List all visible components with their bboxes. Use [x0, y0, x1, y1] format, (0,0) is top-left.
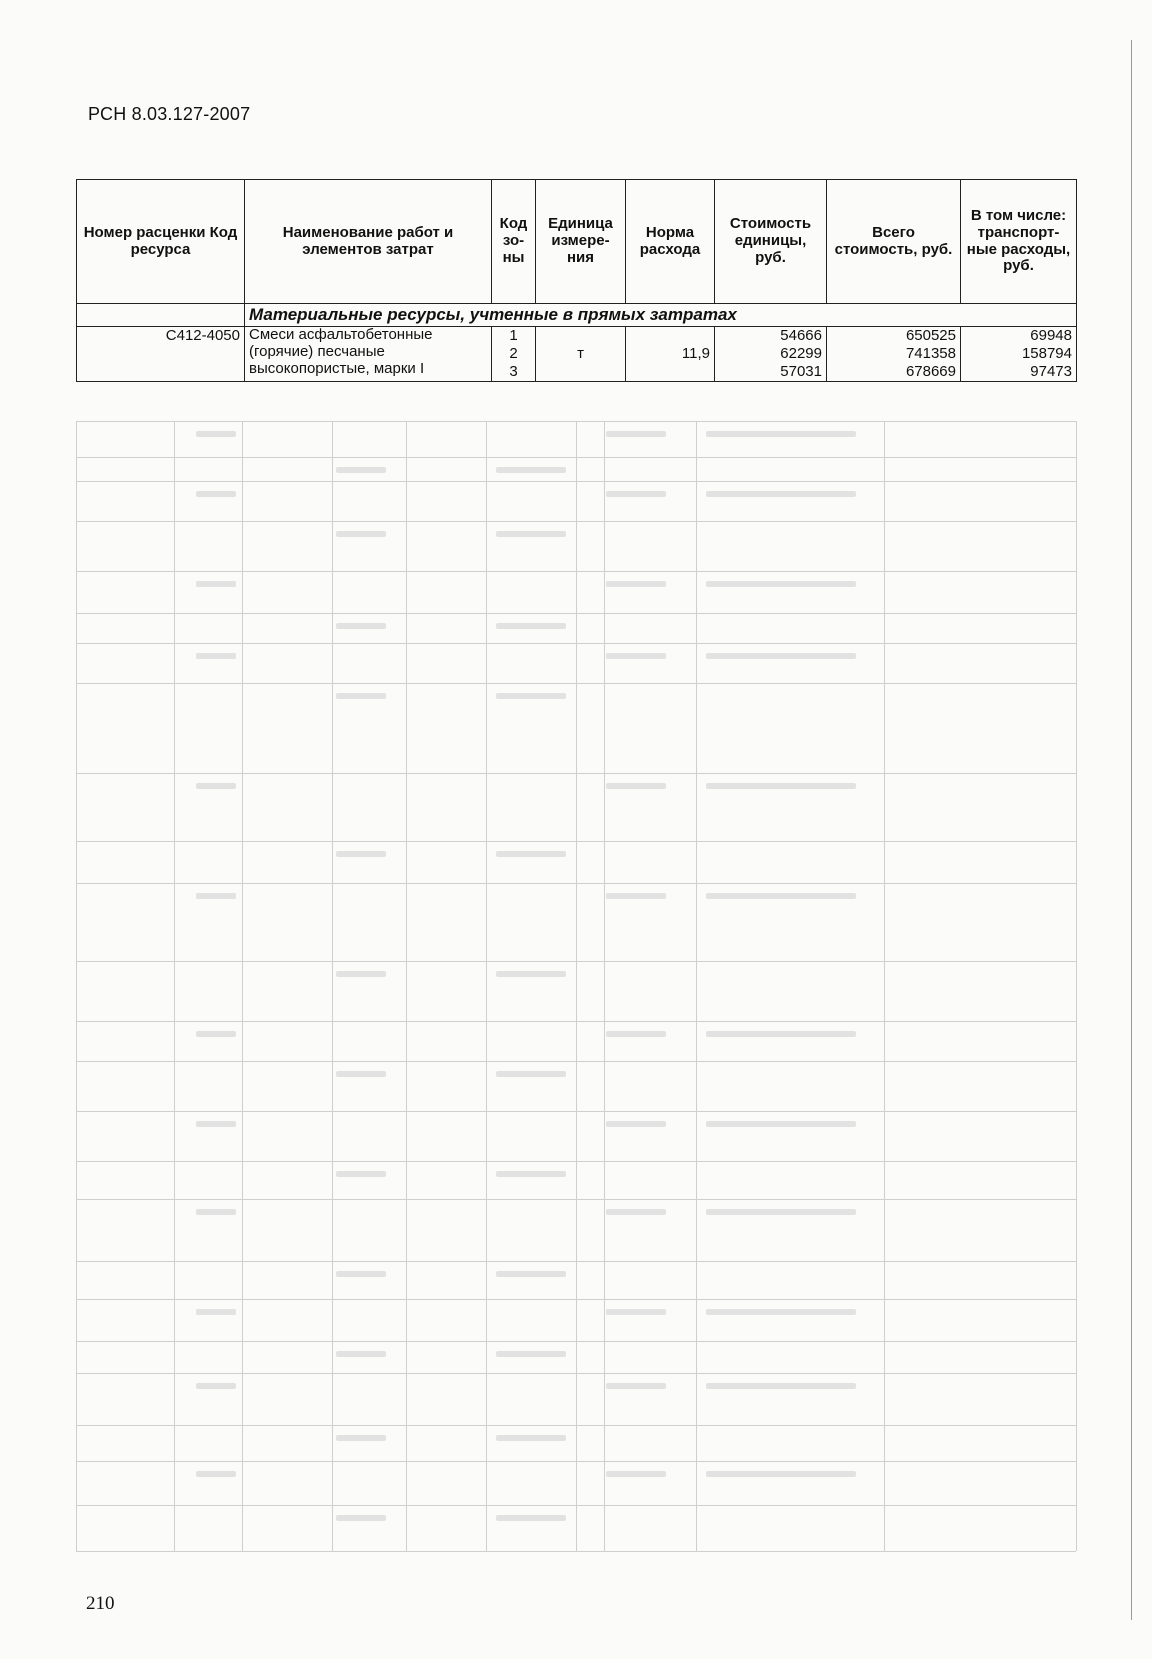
ghost-line — [406, 421, 407, 1551]
ghost-text — [196, 653, 236, 659]
unit-cost-zone-3: 57031 — [780, 363, 822, 380]
ghost-text — [496, 1351, 566, 1357]
ghost-line — [1076, 421, 1077, 1551]
header-unit-cost: Стоимость единицы, руб. — [715, 180, 827, 304]
ghost-line — [174, 421, 175, 1551]
ghost-line — [76, 457, 1076, 458]
ghost-text — [196, 1309, 236, 1315]
ghost-text — [196, 1031, 236, 1037]
header-unit: Единица измере-ния — [536, 180, 626, 304]
resource-code: С412-4050 — [77, 327, 245, 382]
total-costs — [827, 327, 961, 382]
zone-code-1: 1 — [509, 327, 518, 344]
ghost-text — [196, 893, 236, 899]
header-zone-code: Код зо-ны — [492, 180, 536, 304]
table-header-row — [77, 180, 1077, 304]
ghost-line — [76, 1505, 1076, 1506]
unit-cost-zone-1: 54666 — [780, 327, 822, 344]
ghost-line — [76, 1425, 1076, 1426]
section-row — [77, 304, 1077, 327]
ghost-text — [606, 893, 666, 899]
total-cost-zone-2: 741358 — [905, 345, 956, 362]
ghost-line — [76, 1461, 1076, 1462]
zone-code-2: 2 — [509, 345, 518, 362]
bleed-through-texture — [76, 421, 1076, 1551]
ghost-text — [706, 1121, 856, 1127]
header-norm: Норма расхода — [626, 180, 715, 304]
page-edge-rule — [1131, 40, 1132, 1620]
ghost-text — [496, 467, 566, 473]
zone-codes — [492, 327, 536, 382]
section-title: Материальные ресурсы, учтенные в прямых затратах — [245, 304, 1077, 327]
ghost-text — [496, 1171, 566, 1177]
ghost-line — [76, 1373, 1076, 1374]
ghost-text — [706, 431, 856, 437]
ghost-line — [76, 1021, 1076, 1022]
ghost-text — [336, 1171, 386, 1177]
ghost-text — [706, 1383, 856, 1389]
ghost-line — [76, 1261, 1076, 1262]
ghost-text — [496, 623, 566, 629]
ghost-text — [606, 1309, 666, 1315]
ghost-line — [486, 421, 487, 1551]
header-work-name: Наименование работ и элементов затрат — [245, 180, 492, 304]
transport-costs — [961, 327, 1077, 382]
ghost-line — [242, 421, 243, 1551]
ghost-line — [76, 1551, 1076, 1552]
ghost-text — [196, 491, 236, 497]
ghost-text — [336, 623, 386, 629]
ghost-line — [76, 1341, 1076, 1342]
ghost-text — [606, 1121, 666, 1127]
total-cost-zone-1: 650525 — [905, 327, 956, 344]
header-total-cost: Всего стоимость, руб. — [827, 180, 961, 304]
header-transport: В том числе: транспорт-ные расходы, руб. — [961, 180, 1077, 304]
resource-unit: т — [536, 327, 626, 382]
ghost-text — [606, 431, 666, 437]
ghost-text — [196, 1471, 236, 1477]
ghost-line — [76, 961, 1076, 962]
table-row — [77, 327, 1077, 382]
ghost-text — [706, 783, 856, 789]
ghost-text — [706, 1309, 856, 1315]
ghost-line — [76, 421, 77, 1551]
ghost-line — [76, 571, 1076, 572]
ghost-line — [76, 1161, 1076, 1162]
ghost-text — [606, 653, 666, 659]
ghost-text — [336, 531, 386, 537]
ghost-text — [606, 491, 666, 497]
ghost-line — [76, 613, 1076, 614]
page-number: 210 — [86, 1593, 115, 1614]
ghost-text — [196, 1383, 236, 1389]
ghost-text — [496, 1071, 566, 1077]
unit-costs — [715, 327, 827, 382]
ghost-text — [336, 1351, 386, 1357]
ghost-text — [336, 467, 386, 473]
ghost-line — [76, 1299, 1076, 1300]
ghost-text — [496, 1515, 566, 1521]
ghost-line — [604, 421, 605, 1551]
ghost-line — [76, 481, 1076, 482]
ghost-text — [336, 1071, 386, 1077]
ghost-text — [336, 971, 386, 977]
transport-cost-zone-1: 69948 — [1030, 327, 1072, 344]
ghost-text — [606, 1031, 666, 1037]
ghost-line — [576, 421, 577, 1551]
ghost-text — [606, 1383, 666, 1389]
ghost-text — [196, 431, 236, 437]
ghost-line — [76, 521, 1076, 522]
ghost-text — [496, 693, 566, 699]
document-code: РСН 8.03.127-2007 — [88, 104, 251, 124]
ghost-text — [336, 1271, 386, 1277]
ghost-text — [706, 491, 856, 497]
ghost-text — [706, 581, 856, 587]
unit-cost-zone-2: 62299 — [780, 345, 822, 362]
rates-table — [76, 179, 1077, 382]
ghost-text — [196, 783, 236, 789]
ghost-text — [496, 1435, 566, 1441]
ghost-text — [496, 971, 566, 977]
ghost-text — [196, 1121, 236, 1127]
ghost-line — [76, 841, 1076, 842]
ghost-line — [76, 1111, 1076, 1112]
ghost-text — [606, 1471, 666, 1477]
ghost-line — [76, 773, 1076, 774]
transport-cost-zone-3: 97473 — [1030, 363, 1072, 380]
zone-code-3: 3 — [509, 363, 518, 380]
ghost-line — [696, 421, 697, 1551]
ghost-text — [336, 693, 386, 699]
ghost-line — [76, 883, 1076, 884]
ghost-line — [76, 643, 1076, 644]
ghost-text — [706, 893, 856, 899]
ghost-line — [76, 683, 1076, 684]
total-cost-zone-3: 678669 — [905, 363, 956, 380]
ghost-text — [336, 851, 386, 857]
resource-name: Смеси асфальтобетонные (горячие) песчаные высокопористые, марки I — [245, 327, 492, 382]
ghost-text — [606, 1209, 666, 1215]
ghost-text — [706, 1031, 856, 1037]
ghost-text — [706, 1471, 856, 1477]
ghost-text — [496, 1271, 566, 1277]
ghost-text — [606, 783, 666, 789]
ghost-line — [76, 1199, 1076, 1200]
ghost-text — [196, 581, 236, 587]
ghost-line — [332, 421, 333, 1551]
ghost-text — [496, 531, 566, 537]
ghost-text — [496, 851, 566, 857]
transport-cost-zone-2: 158794 — [1021, 345, 1072, 362]
ghost-text — [336, 1515, 386, 1521]
ghost-line — [884, 421, 885, 1551]
ghost-text — [196, 1209, 236, 1215]
ghost-text — [606, 581, 666, 587]
ghost-line — [76, 1061, 1076, 1062]
ghost-text — [706, 653, 856, 659]
ghost-text — [706, 1209, 856, 1215]
resource-norm: 11,9 — [626, 327, 715, 382]
header-rate-number: Номер расценки Код ресурса — [77, 180, 245, 304]
ghost-text — [336, 1435, 386, 1441]
ghost-line — [76, 421, 1076, 422]
